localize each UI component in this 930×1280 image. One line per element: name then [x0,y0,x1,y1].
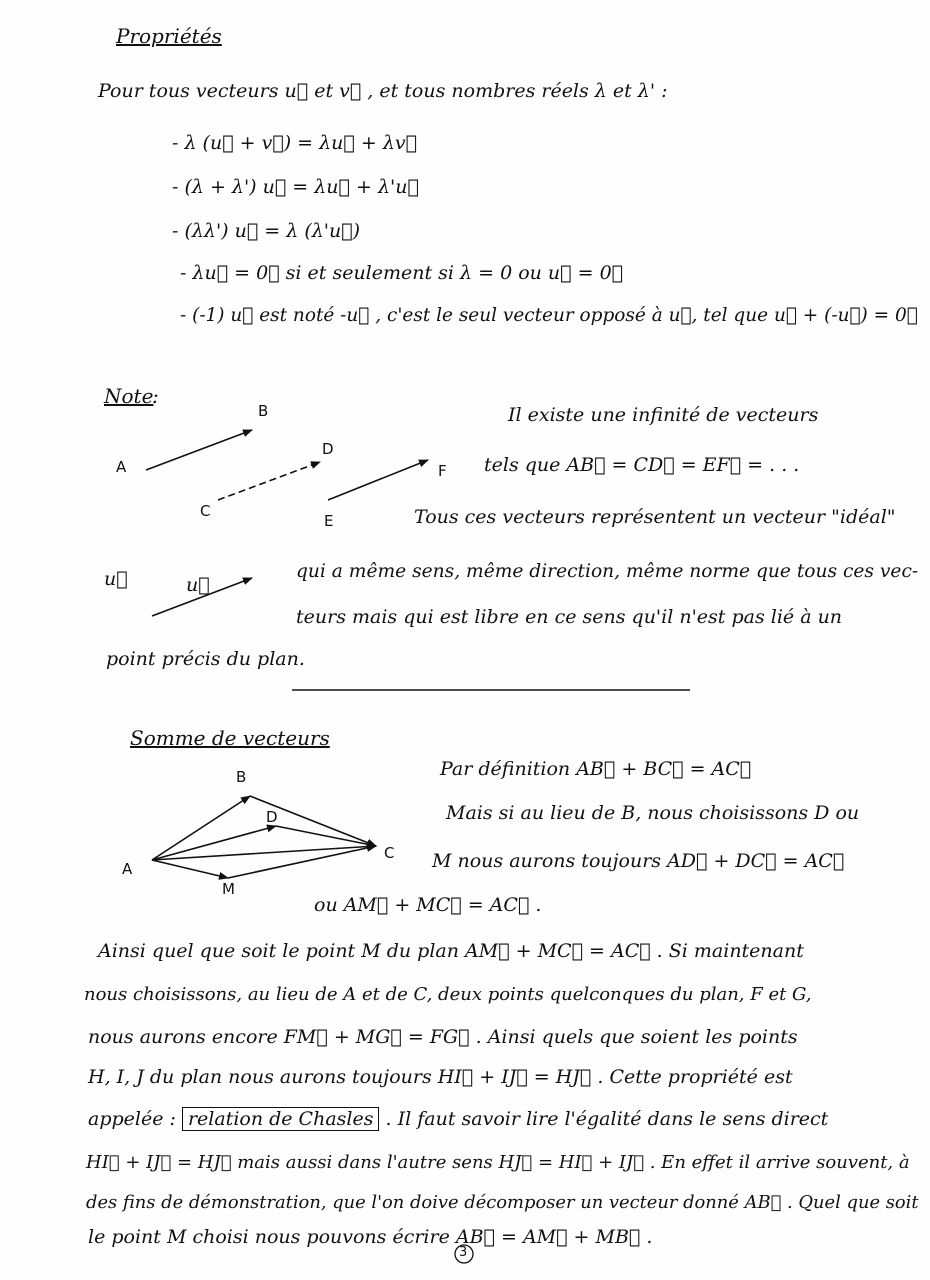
vector-dc-sum [276,826,376,846]
heading-sum: Somme de vecteurs [130,726,330,750]
sum-line-2: Mais si au lieu de B, nous choisissons D ou [446,802,860,824]
note-line-3: Tous ces vecteurs représentent un vecteur "idéal" [414,506,896,528]
para-line-8: le point M choisi nous pouvons écrire AB⃗ = AM⃗ + MB⃗ . [88,1226,653,1248]
chasles-relation-box: relation de Chasles [182,1107,380,1131]
para-line-5-end: . Il faut savoir lire l'égalité dans le sens direct [385,1108,829,1130]
para-line-1: Ainsi quel que soit le point M du plan AM⃗ + MC⃗ = AC⃗ . Si maintenant [98,940,804,962]
note-heading: Note [104,384,154,408]
vector-ad-sum [152,826,276,860]
note-line-1: Il existe une infinité de vecteurs [508,404,819,426]
para-line-6: HI⃗ + IJ⃗ = HJ⃗ mais aussi dans l'autre sens HJ⃗ = HI⃗ + IJ⃗ . En effet il arrive souvent, à [86,1152,910,1173]
para-line-7: des fins de démonstration, que l'on doive décomposer un vecteur donné AB⃗ . Quel que soit [86,1192,919,1213]
u-label-left: u⃗ [104,568,128,590]
vector-cd [218,462,320,500]
point-d-label: D [322,440,334,458]
note-line-6: point précis du plan. [106,648,305,670]
sum-point-d-label: D [266,808,278,826]
note-colon: : [152,384,159,408]
para-line-3: nous aurons encore FM⃗ + MG⃗ = FG⃗ . Ainsi quels que soient les points [88,1026,798,1048]
para-line-5-start: appelée : [88,1108,176,1130]
point-e-label: E [324,512,334,530]
property-1: - λ (u⃗ + v⃗) = λu⃗ + λv⃗ [172,132,417,154]
point-c-label: C [200,502,211,520]
note-line-2: tels que AB⃗ = CD⃗ = EF⃗ = . . . [484,454,800,476]
sum-point-c-label: C [384,844,395,862]
sum-line-1: Par définition AB⃗ + BC⃗ = AC⃗ [440,758,752,780]
property-3: - (λλ') u⃗ = λ (λ'u⃗) [172,220,361,242]
vector-ab-sum [152,796,250,860]
property-4: - λu⃗ = 0⃗ si et seulement si λ = 0 ou u⃗ = 0⃗ [180,262,624,284]
vector-ef [328,460,428,500]
point-a-label: A [116,458,127,476]
page-number: 3 [459,1245,468,1260]
properties-intro: Pour tous vecteurs u⃗ et v⃗ , et tous nombres réels λ et λ' : [98,80,668,102]
para-line-5 [88,1108,828,1130]
property-5: - (-1) u⃗ est noté -u⃗ , c'est le seul vecteur opposé à u⃗, tel que u⃗ + (-u⃗) = 0⃗ [180,304,918,326]
para-line-4: H, I, J du plan nous aurons toujours HI⃗ + IJ⃗ = HJ⃗ . Cette propriété est [88,1066,793,1088]
property-2: - (λ + λ') u⃗ = λu⃗ + λ'u⃗ [172,176,419,198]
point-b-label: B [258,402,269,420]
sum-point-m-label: M [222,880,235,898]
sum-line-4: ou AM⃗ + MC⃗ = AC⃗ . [314,894,542,916]
sum-point-b-label: B [236,768,247,786]
vector-ab [146,430,252,470]
sum-point-a-label: A [122,860,133,878]
para-line-2: nous choisissons, au lieu de A et de C, deux points quelconques du plan, F et G, [84,984,812,1005]
heading-properties: Propriétés [116,24,222,48]
note-line-5: teurs mais qui est libre en ce sens qu'il n'est pas lié à un [296,606,843,628]
sum-line-3: M nous aurons toujours AD⃗ + DC⃗ = AC⃗ [432,850,845,872]
u-label-arrow: u⃗ [186,574,210,596]
note-line-4: qui a même sens, même direction, même norme que tous ces vec- [296,560,919,582]
point-f-label: F [438,462,447,480]
vector-am-sum [152,860,228,878]
